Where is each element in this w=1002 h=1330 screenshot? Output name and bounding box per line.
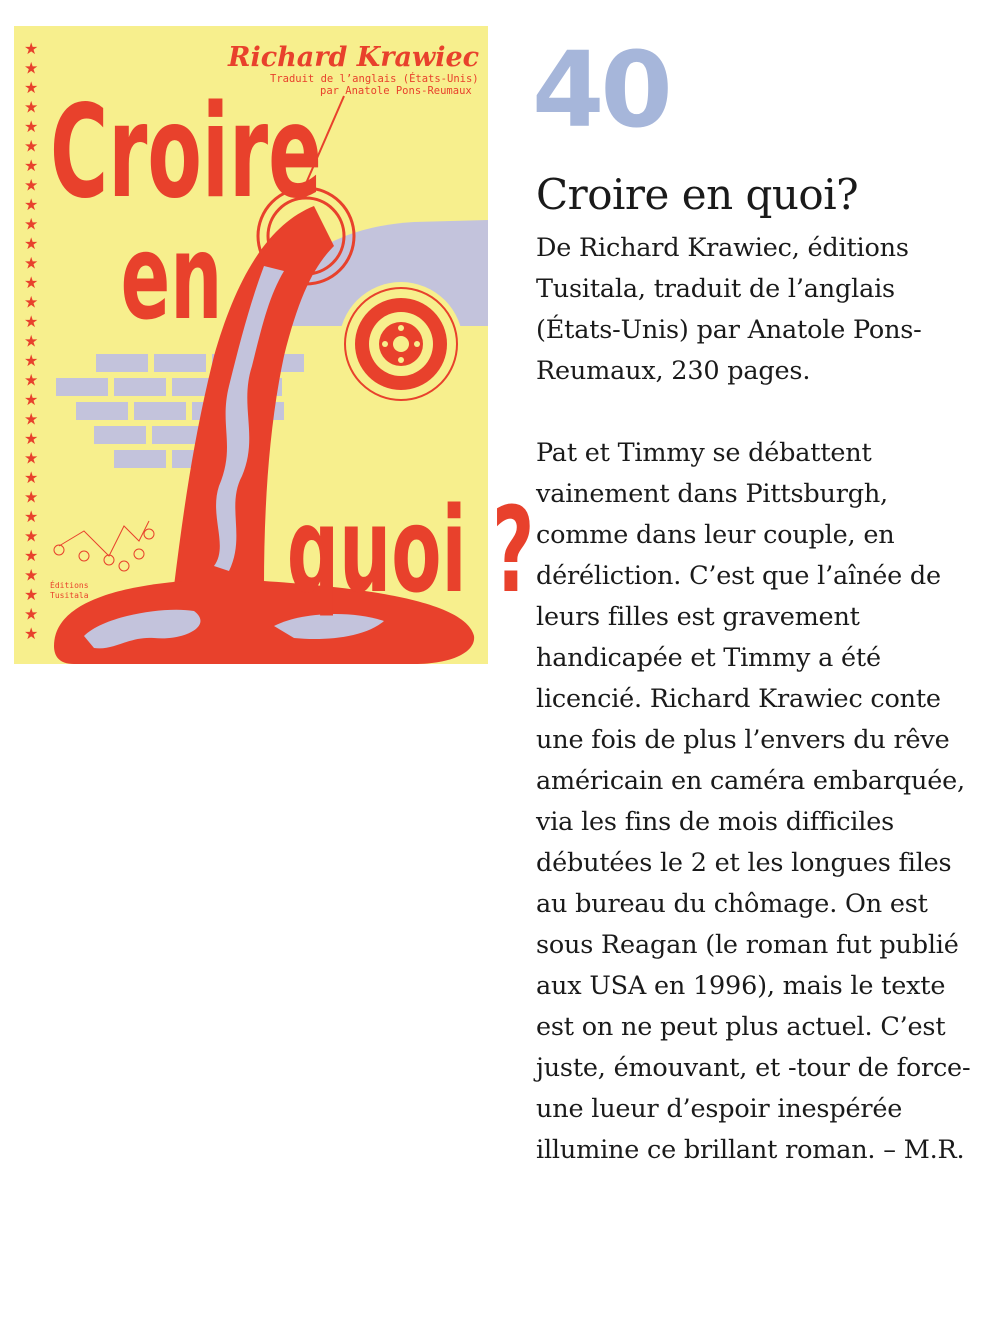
star-icon: ★	[24, 253, 39, 273]
rank-number: 40	[532, 29, 669, 151]
star-icon: ★	[24, 409, 39, 429]
star-icon: ★	[24, 214, 39, 234]
star-icon: ★	[24, 195, 39, 214]
star-icon: ★	[24, 292, 39, 312]
star-icon: ★	[24, 331, 39, 351]
star-icon: ★	[24, 273, 39, 292]
star-icon: ★	[24, 58, 39, 78]
book-details: De Richard Krawiec, éditions Tusitala, traduit de l’anglais (États-Unis) par Anatole Pons-Reumaux, 230 pages.	[536, 233, 922, 387]
cover-title-line-3: quoi ?	[286, 482, 535, 620]
star-icon: ★	[24, 97, 39, 117]
star-icon: ★	[24, 117, 39, 136]
star-icon: ★	[24, 526, 39, 546]
cover-title-line-1: Croire	[49, 78, 323, 228]
star-icon: ★	[24, 448, 39, 468]
book-title: Croire en quoi?	[536, 170, 859, 219]
star-icon: ★	[24, 468, 39, 487]
book-review: Pat et Timmy se débattent vainement dans Pittsburgh, comme dans leur couple, en déréliction. C’est que l’aînée de leurs filles est gravement handicapée et Timmy a été licencié. Richard Krawiec conte une fois de plus l’envers du rêve américain en caméra embarquée, via les fins de mois difficiles débutées le 2 et les longues files au bureau du chômage. On est sous Reagan (le roman fut publié aux USA en 1996), mais le texte est on ne peut plus actuel. C’est juste, émouvant, et -tour de force- une lueur d’espoir inespérée illumine ce brillant roman. – M.R.	[536, 438, 971, 1166]
wheel-icon	[339, 282, 463, 406]
star-icon: ★	[24, 429, 39, 448]
star-icon: ★	[24, 370, 39, 390]
star-icon: ★	[24, 624, 39, 643]
publisher-name-1: Éditions	[50, 581, 89, 590]
star-icon: ★	[24, 546, 39, 565]
star-icon: ★	[24, 175, 39, 195]
star-icon: ★	[24, 39, 39, 58]
star-icon: ★	[24, 565, 39, 585]
book-cover	[14, 26, 535, 664]
star-icon: ★	[24, 585, 39, 604]
publisher-name-2: Tusitala	[50, 591, 89, 600]
star-icon: ★	[24, 312, 39, 331]
cover-translation-1: Traduit de l’anglais (États-Unis)	[270, 73, 479, 85]
star-icon: ★	[24, 156, 39, 175]
star-icon: ★	[24, 351, 39, 370]
star-border	[24, 39, 38, 643]
publisher-logo	[54, 521, 154, 571]
cover-translation-2: par Anatole Pons-Reumaux	[320, 85, 472, 97]
star-icon: ★	[24, 136, 39, 156]
star-icon: ★	[24, 507, 39, 526]
book-entry	[532, 29, 976, 1171]
star-icon: ★	[24, 234, 39, 253]
cover-author: Richard Krawiec	[228, 42, 480, 73]
cover-title-line-2: en	[120, 209, 223, 347]
star-icon: ★	[24, 604, 39, 624]
star-icon: ★	[24, 390, 39, 409]
star-icon: ★	[24, 487, 39, 507]
star-icon: ★	[24, 78, 39, 97]
